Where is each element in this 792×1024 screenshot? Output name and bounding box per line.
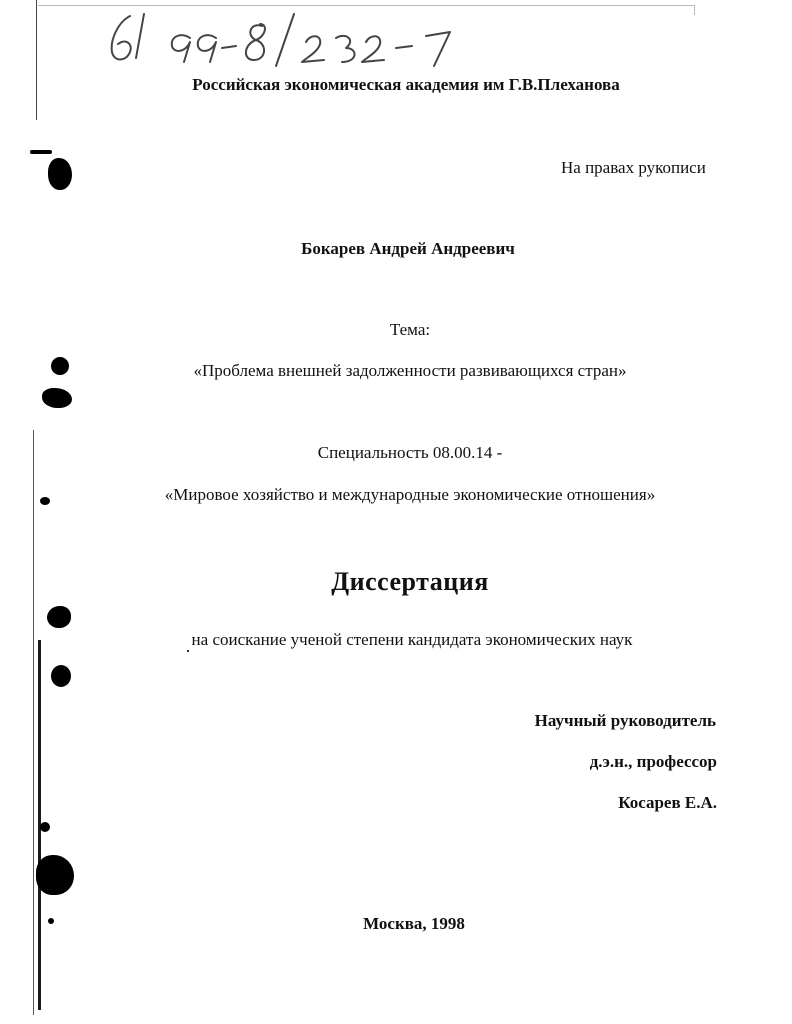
topic-title: «Проблема внешней задолженности развивающихся стран» <box>193 361 627 380</box>
binding-edge-mark <box>36 0 37 120</box>
binding-hole-blot <box>42 388 72 408</box>
document-type-heading: Диссертация <box>331 567 489 596</box>
binding-hole-blot <box>51 665 71 687</box>
binding-hole-blot <box>36 855 74 895</box>
binding-hole-blot <box>40 822 50 832</box>
binding-hole-blot <box>47 606 71 628</box>
supervisor-name: Косарев Е.А. <box>618 793 717 812</box>
specialty-code: Специальность 08.00.14 - <box>317 443 503 462</box>
scan-frame-edge <box>694 5 695 15</box>
institution-name: Российская экономическая академия им Г.В.Плеханова <box>192 75 620 94</box>
author-name: Бокарев Андрей Андреевич <box>301 239 515 258</box>
handwritten-archive-number <box>104 2 504 72</box>
binding-hole-blot <box>30 150 52 154</box>
place-and-year: Москва, 1998 <box>363 914 465 933</box>
supervisor-rank: д.э.н., профессор <box>589 752 717 771</box>
supervisor-label: Научный руководитель <box>534 711 716 730</box>
topic-label: Тема: <box>389 320 431 339</box>
binding-hole-blot <box>48 158 72 190</box>
degree-line: на соискание ученой степени кандидата экономических наук <box>191 630 633 649</box>
specialty-name: «Мировое хозяйство и международные экономические отношения» <box>164 485 656 504</box>
scan-speck <box>187 650 189 652</box>
manuscript-rights-note: На правах рукописи <box>561 158 706 177</box>
